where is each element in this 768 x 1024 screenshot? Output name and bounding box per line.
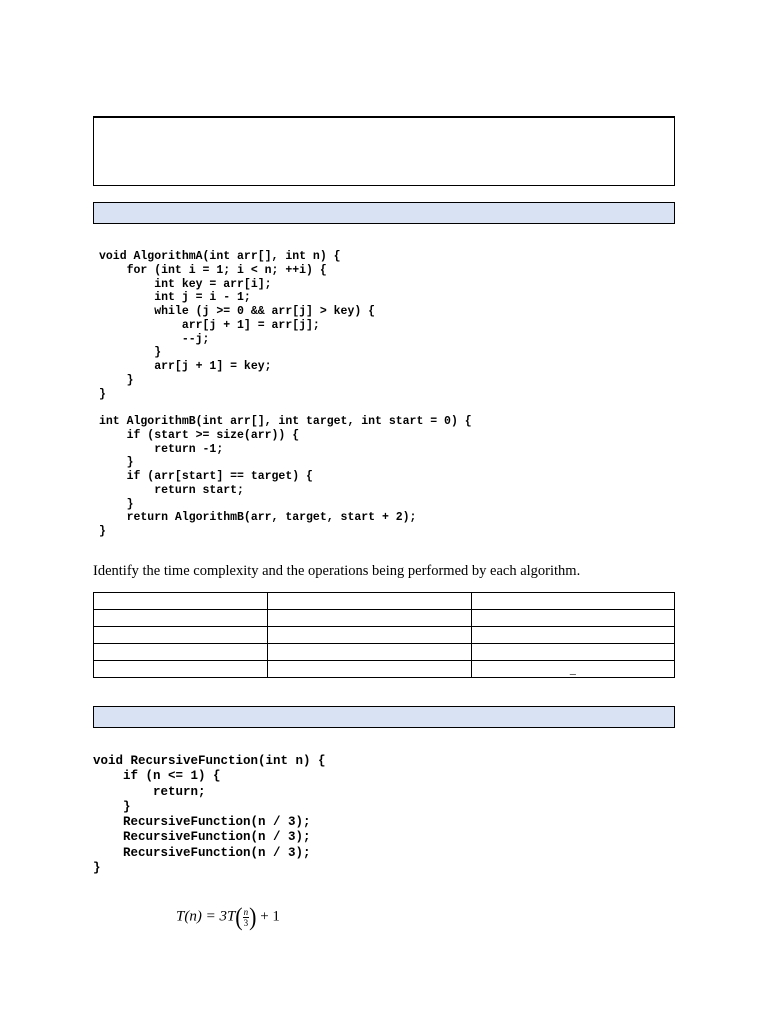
table-cell (94, 593, 268, 610)
table-cell (94, 644, 268, 661)
table-cell (268, 661, 471, 678)
table-cell (471, 610, 674, 627)
table-row (94, 610, 675, 627)
table-cell (471, 627, 674, 644)
answer-table (93, 592, 675, 678)
table-cell (471, 593, 674, 610)
question-text: Identify the time complexity and the operations being performed by each algorithm. (93, 563, 581, 579)
algorithm-b-code: int AlgorithmB(int arr[], int target, int start = 0) { if (start >= size(arr)) { return -1; } if (arr[start] == target) { return start; } return AlgorithmB(arr, target, start + 2); } (99, 415, 472, 538)
header-box (93, 118, 675, 186)
table-cell: _ (471, 661, 674, 678)
fraction-denominator: 3 (243, 917, 249, 928)
table-cell (94, 627, 268, 644)
table-row (94, 661, 675, 678)
table-cell (268, 644, 471, 661)
table-cell (268, 627, 471, 644)
recurrence-rhs: + 1 (260, 908, 280, 925)
table-cell (268, 593, 471, 610)
table-row (94, 593, 675, 610)
recurrence-lhs: T(n) = 3T (176, 908, 236, 925)
algorithm-a-code: void AlgorithmA(int arr[], int n) { for (int i = 1; i < n; ++i) { int key = arr[i]; int j = i - 1; while (j >= 0 && arr[j] > key) { arr[j + 1] = arr[j]; --j; } arr[j + 1] = key; } } (99, 250, 376, 401)
table-cell (94, 610, 268, 627)
fraction-numerator: n (243, 906, 249, 917)
recurrence-equation: T(n) = 3T( $\frac{n}{3}$ ) + 1 (176, 902, 280, 931)
table-row (94, 644, 675, 661)
table-cell (471, 644, 674, 661)
section-bar-2 (93, 706, 675, 728)
table-cell (94, 661, 268, 678)
table-row (94, 627, 675, 644)
section-bar-1 (93, 202, 675, 224)
table-cell (268, 610, 471, 627)
recursive-function-code: void RecursiveFunction(int n) { if (n <= 1) { return; } RecursiveFunction(n / 3); RecursiveFunction(n / 3); RecursiveFunction(n / 3); } (93, 754, 326, 876)
